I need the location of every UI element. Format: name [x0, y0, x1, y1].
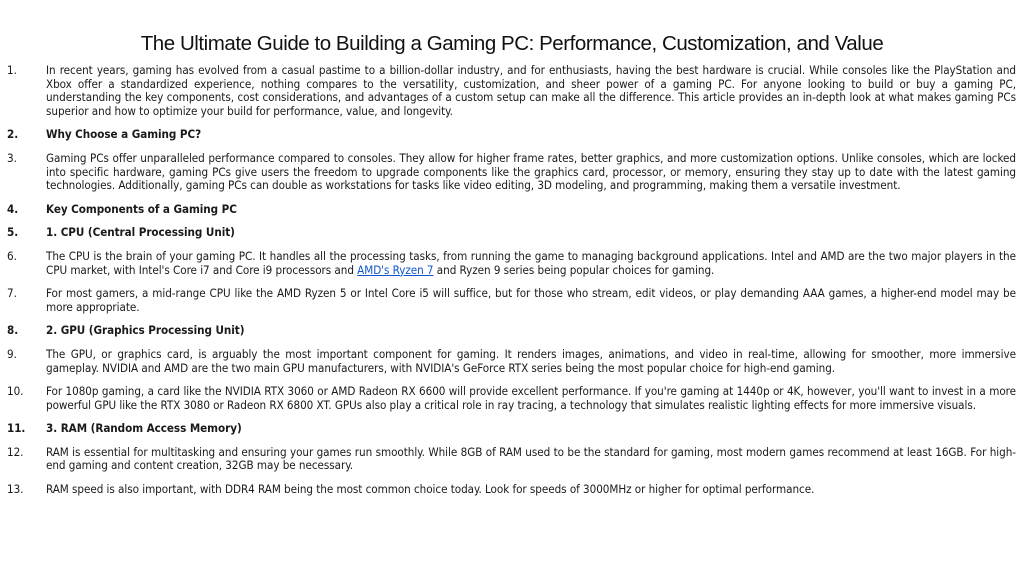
list-number: 7.	[7, 286, 17, 301]
list-number: 8.	[7, 323, 19, 338]
paragraph-text: RAM is essential for multitasking and ensuring your games run smoothly. While 8GB of RAM used to be the standard for gaming, most modern games recommend at least 16GB. For high-end gaming and content creation, 32GB may be necessary.	[46, 444, 1016, 473]
list-number: 5.	[7, 225, 19, 240]
list-item-heading	[0, 422, 1024, 436]
list-number: 6.	[7, 248, 17, 263]
paragraph-text: For most gamers, a mid-range CPU like the AMD Ryzen 5 or Intel Core i5 will suffice, but for those who stream, edit videos, or play demanding AAA games, a higher-end model may be more appropriate.	[46, 286, 1016, 314]
list-item-heading	[0, 128, 1024, 142]
section-heading: 2. GPU (Graphics Processing Unit)	[46, 323, 245, 338]
list-item-heading	[0, 203, 1024, 217]
list-item	[0, 385, 1024, 412]
paragraph-text-end: and Ryzen 9 series being popular choices for gaming.	[433, 262, 715, 277]
paragraph-text: In recent years, gaming has evolved from a casual pastime to a billion-dollar industry, and for enthusiasts, having the best hardware is crucial. While consoles like the PlayStation and Xbox offer a standardized experience, nothing compares to the versatility, customization, and sheer power of a gaming PC. For anyone looking to build or buy a gaming PC, understanding the key components, cost considerations, and advantages of a custom setup can make all the difference. This article provides an in-depth look at what makes gaming PCs superior and how to optimize your build for performance, value, and longevity.	[46, 63, 1016, 118]
list-item	[0, 250, 1024, 277]
paragraph-text: Gaming PCs offer unparalleled performance compared to consoles. They allow for higher frame rates, better graphics, and more customization options. Unlike consoles, which are locked into specific hardware, gaming PCs give users the freedom to upgrade components like the graphics card, processor, or memory, ensuring they stay up to date with the latest gaming technologies. Additionally, gaming PCs can double as workstations for tasks like video editing, 3D modeling, and programming, making them a versatile investment.	[46, 150, 1016, 193]
list-item	[0, 152, 1024, 193]
paragraph-text	[46, 250, 1016, 277]
list-number: 12.	[7, 444, 24, 459]
list-item-heading	[0, 226, 1024, 240]
section-heading: Key Components of a Gaming PC	[46, 201, 237, 216]
section-heading: Why Choose a Gaming PC?	[46, 127, 202, 142]
list-item-heading	[0, 324, 1024, 338]
paragraph-text: The GPU, or graphics card, is arguably the most important component for gaming. It renders images, animations, and video in real-time, allowing for smoother, more immersive gameplay. NVIDIA and AMD are the two main GPU manufacturers, with NVIDIA's GeForce RTX series being the most popular choice for high-end gaming.	[46, 346, 1016, 375]
page-title: The Ultimate Guide to Building a Gaming PC: Performance, Customization, and Value	[140, 32, 884, 55]
list-number: 9.	[7, 346, 17, 361]
paragraph-text: For 1080p gaming, a card like the NVIDIA RTX 3060 or AMD Radeon RX 6600 will provide excellent performance. If you're gaming at 1440p or 4K, however, you'll want to invest in a more powerful GPU like the RTX 3080 or Radeon RX 6800 XT. GPUs also play a critical role in ray tracing, a technology that simulates realistic lighting effects for more immersive visuals.	[46, 384, 1016, 412]
list-number: 10.	[7, 384, 24, 399]
numbered-list	[0, 64, 1024, 507]
section-heading: 1. CPU (Central Processing Unit)	[46, 225, 235, 240]
list-item	[0, 348, 1024, 375]
paragraph-text-start: The CPU is the brain of your gaming PC. It handles all the processing tasks, from running the game to managing background applications. Intel and AMD are the two major players in the CPU market, with Intel's Core i7 and Core i9 processors and	[46, 248, 1016, 277]
list-item	[0, 287, 1024, 314]
list-number: 1.	[7, 63, 17, 77]
list-number: 4.	[7, 201, 19, 216]
list-item	[0, 446, 1024, 473]
list-number: 11.	[7, 421, 26, 436]
list-number: 3.	[7, 150, 17, 165]
list-number: 2.	[7, 127, 19, 142]
list-item	[0, 483, 1024, 497]
paragraph-text: RAM speed is also important, with DDR4 RAM being the most common choice today. Look for speeds of 3000MHz or higher for optimal performance.	[46, 482, 815, 497]
amd-ryzen-7-link[interactable]: AMD's Ryzen 7	[357, 262, 434, 277]
list-number: 13.	[7, 482, 24, 497]
section-heading: 3. RAM (Random Access Memory)	[46, 421, 242, 436]
list-item	[0, 64, 1024, 118]
